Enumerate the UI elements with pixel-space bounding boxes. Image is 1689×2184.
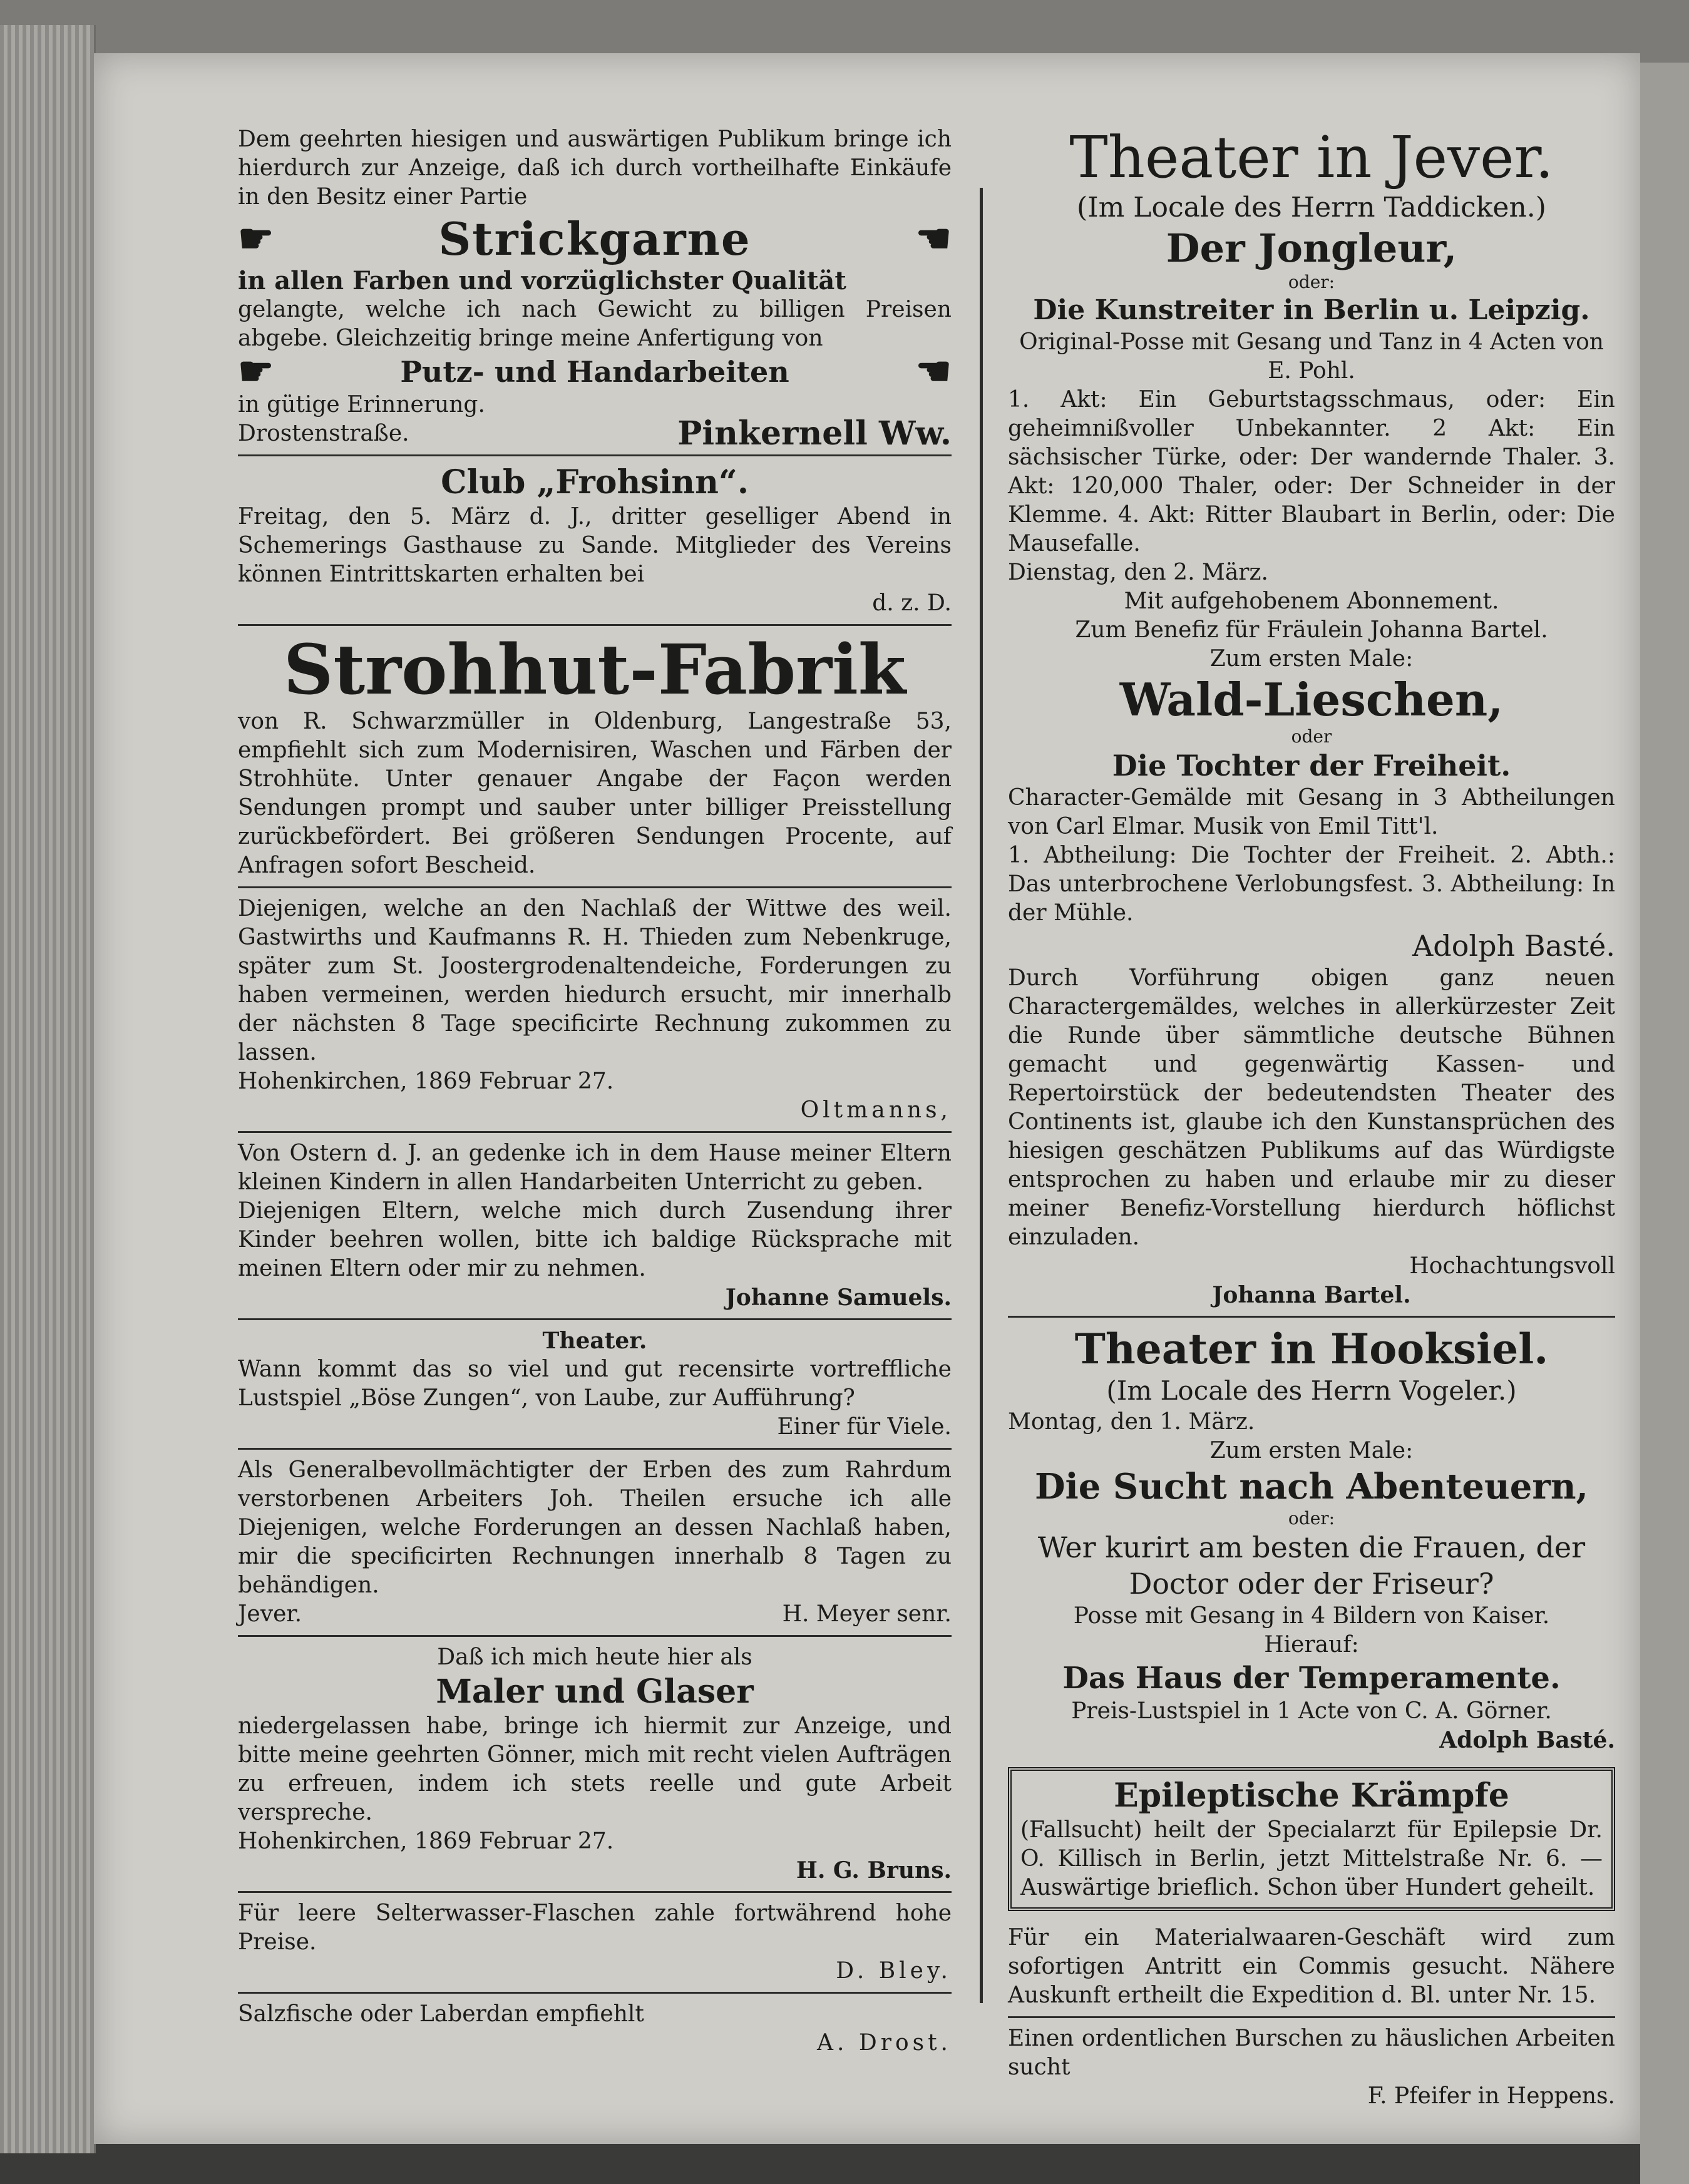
- strick-text: gelangte, welche ich nach Gewicht zu billigen Preisen abgebe. Gleichzeitig bringe meine Anfertigung von: [238, 297, 952, 351]
- divider: [238, 454, 952, 456]
- strick-title-row: [238, 212, 952, 267]
- jever-desc: Original-Posse mit Gesang und Tanz in 4 Acten von E. Pohl.: [1019, 329, 1604, 384]
- hooksiel-play3: Das Haus der Temperamente.: [1062, 1661, 1561, 1696]
- bley-sign: D. Bley.: [836, 1958, 952, 1984]
- pointing-hand-icon: ☚: [915, 348, 952, 395]
- stroh-text: von R. Schwarzmüller in Oldenburg, Langestraße 53, empfiehlt sich zum Modernisiren, Waschen und Färben der Strohhüte. Unter genauer Angabe der Façon werden Sendungen prompt und sauber unter billiger Preisstellung zurückbefördert. Bei größeren Sendungen Procente, auf Anfragen sofort Bescheid.: [238, 709, 952, 878]
- club-title: Club „Frohsinn“.: [441, 463, 749, 501]
- samuels-sign: Johanne Samuels.: [725, 1284, 952, 1311]
- jever-play4: Die Tochter der Freiheit.: [1112, 749, 1511, 782]
- hooksiel-first: Zum ersten Male:: [1209, 1438, 1414, 1464]
- jever-regards: Hochachtungsvoll: [1409, 1253, 1615, 1279]
- ad-commis: [1008, 1924, 1615, 2010]
- epilepsie-text: (Fallsucht) heilt der Specialarzt für Epilepsie Dr. O. Killisch in Berlin, jetzt Mittelstraße Nr. 6. — Auswärtige brieflich. Schon über Hundert geheilt.: [1020, 1817, 1603, 1900]
- bruns-sign: H. G. Bruns.: [796, 1857, 952, 1884]
- jever-benefiz: Zum Benefiz für Fräulein Johanna Bartel.: [1075, 617, 1548, 643]
- ad-theater-hooksiel: [1008, 1324, 1615, 1755]
- theater-title: Theater.: [542, 1328, 647, 1354]
- jever-sign: Johanna Bartel.: [1212, 1282, 1411, 1308]
- pointing-hand-icon: ☛: [238, 348, 274, 395]
- bruns-date: Hohenkirchen, 1869 Februar 27.: [238, 1828, 614, 1854]
- theater-text: Wann kommt das so viel und gut recensirte vortreffliche Lustspiel „Böse Zungen“, von Laube, zur Aufführung?: [238, 1356, 952, 1411]
- commis-text: Für ein Materialwaaren-Geschäft wird zum sofortigen Antritt ein Commis gesucht. Nähere Auskunft ertheilt die Expedition d. Bl. unter Nr. 15.: [1008, 1925, 1615, 2008]
- hooksiel-play: Die Sucht nach Abenteuern,: [1034, 1466, 1589, 1507]
- ad-nachlass: [238, 895, 952, 1125]
- nachlass-sign: Oltmanns,: [800, 1097, 952, 1123]
- jever-acts: 1. Akt: Ein Geburtstagsschmaus, oder: Ein geheimnißvoller Unbekannter. 2 Akt: Ein sächsischer Türke, oder: Der wandernde Thaler. 3. Akt: 120,000 Thaler, oder: Der Schneider in der Klemme. 4. Akt: Ritter Blaubart in Berlin, oder: Die Mausefalle.: [1008, 387, 1615, 556]
- samuels-text2: Diejenigen Eltern, welche mich durch Zusendung ihrer Kinder beehren wollen, bitte ich baldige Rücksprache mit meinen Eltern oder mir zu nehmen.: [238, 1198, 952, 1281]
- pointing-hand-icon: ☛: [238, 215, 274, 262]
- divider: [238, 1318, 952, 1320]
- ad-club: [238, 463, 952, 618]
- left-column: [238, 125, 952, 2058]
- jever-play3: Wald-Lieschen,: [1119, 673, 1504, 726]
- club-text: Freitag, den 5. März d. J., dritter geselliger Abend in Schemerings Gasthause zu Sande. Mitglieder des Vereins können Eintrittskarten erhalten bei: [238, 504, 952, 587]
- jever-first: Zum ersten Male:: [1209, 646, 1414, 672]
- hooksiel-desc2: Preis-Lustspiel in 1 Acte von C. A. Görner.: [1071, 1698, 1552, 1724]
- hooksiel-title: Theater in Hooksiel.: [1074, 1325, 1549, 1373]
- strick-title2: Putz- und Handarbeiten: [400, 355, 789, 389]
- nachlass-date: Hohenkirchen, 1869 Februar 27.: [238, 1069, 614, 1094]
- ad-epilepsie: [1008, 1767, 1615, 1911]
- divider: [238, 886, 952, 888]
- jever-acts2: 1. Abtheilung: Die Tochter der Freiheit. 2. Abth.: Das unterbrochene Verlobungsfest. 3. Abtheilung: In der Mühle.: [1008, 843, 1615, 926]
- pfeifer-text: Einen ordentlichen Burschen zu häuslichen Arbeiten sucht: [1008, 2026, 1615, 2080]
- book-page-edges: [0, 25, 96, 2153]
- meyer-sign: H. Meyer senr.: [782, 1601, 952, 1627]
- ad-strickgarne: [238, 125, 952, 453]
- pfeifer-sign: F. Pfeifer in Heppens.: [1367, 2083, 1615, 2109]
- divider: [1008, 1316, 1615, 1318]
- bley-text: Für leere Selterwasser-Flaschen zahle fortwährend hohe Preise.: [238, 1900, 952, 1955]
- jever-date: Dienstag, den 2. März.: [1008, 560, 1268, 585]
- divider: [238, 624, 952, 626]
- strick-end: in gütige Erinnerung.: [238, 392, 485, 418]
- strick-intro: Dem geehrten hiesigen und auswärtigen Publikum bringe ich hierdurch zur Anzeige, daß ich durch vortheilhafte Einkäufe in den Besitz einer Partie: [238, 126, 952, 210]
- column-divider: [980, 188, 983, 2003]
- ad-theater-jever: [1008, 125, 1615, 1310]
- meyer-place: Jever.: [238, 1601, 302, 1627]
- jever-desc2: Character-Gemälde mit Gesang in 3 Abtheilungen von Carl Elmar. Musik von Emil Titt'l.: [1008, 785, 1615, 839]
- jever-oder2: oder: [1291, 726, 1332, 747]
- next-page-edge: [1640, 63, 1689, 2184]
- hooksiel-sign: Adolph Basté.: [1439, 1727, 1615, 1753]
- right-column: [1008, 125, 1615, 2111]
- nachlass-text: Diejenigen, welche an den Nachlaß der Wittwe des weil. Gastwirths und Kaufmanns R. H. Thieden zum Nebenkruge, später zum St. Joostergrodenaltendeiche, Forderungen zu haben vermeinen, werden hiedurch ersucht, mir innerhalb der nächsten 8 Tage specificirte Rechnung zukommen zu lassen.: [238, 896, 952, 1065]
- meyer-text: Als Generalbevollmächtigter der Erben des zum Rahrdum verstorbenen Arbeiters Joh. Theilen ersuche ich alle Diejenigen, welche Forderungen an dessen Nachlaß haben, mir die specificirten Rechnungen innerhalb 8 Tagen zu behändigen.: [238, 1457, 952, 1598]
- ad-samuels: [238, 1139, 952, 1312]
- ad-drost: [238, 2000, 952, 2058]
- jever-oder: oder:: [1288, 272, 1335, 292]
- meyer-sign-row: [238, 1600, 952, 1629]
- divider: [238, 1131, 952, 1133]
- hooksiel-date: Montag, den 1. März.: [1008, 1409, 1255, 1435]
- stroh-title: Strohhut-Fabrik: [283, 629, 906, 710]
- ad-theater-question: [238, 1326, 952, 1442]
- ad-bruns: [238, 1643, 952, 1885]
- ad-bley: [238, 1899, 952, 1986]
- drost-sign: A. Drost.: [816, 2030, 952, 2056]
- ad-meyer: [238, 1456, 952, 1629]
- theater-sign: Einer für Viele.: [777, 1414, 952, 1440]
- hooksiel-then: Hierauf:: [1264, 1632, 1359, 1658]
- strick-sign-row: [238, 414, 952, 453]
- strick-street: Drostenstraße.: [238, 421, 409, 446]
- divider: [238, 1448, 952, 1450]
- hooksiel-play2: Wer kurirt am besten die Frauen, der Doctor oder der Friseur?: [1037, 1530, 1586, 1601]
- ad-strohhut: [238, 629, 952, 880]
- jever-text: Durch Vorführung obigen ganz neuen Charactergemäldes, welches in allerkürzester Zeit die Runde über sämmtliche deutsche Bühnen gemacht und gegenwärtig Kassen- und Repertoirstück der bedeutendsten Theater des Continents ist, glaube ich den Kunstansprüchen des hiesigen geschätzen Publikums auf das Würdigste entsprochen zu haben und erlaube mir zu dieser meiner Benefiz-Vorstellung hierdurch höflichst einzuladen.: [1008, 965, 1615, 1250]
- bruns-title: Maler und Glaser: [436, 1673, 754, 1711]
- divider: [1008, 2016, 1615, 2018]
- strick-title2-row: [238, 348, 952, 395]
- strick-sign: Pinkernell Ww.: [677, 414, 952, 453]
- divider: [238, 1992, 952, 1994]
- jever-title: Theater in Jever.: [1069, 124, 1554, 191]
- bruns-intro: Daß ich mich heute hier als: [437, 1644, 752, 1670]
- ad-pfeifer: [1008, 2024, 1615, 2111]
- jever-play: Der Jongleur,: [1166, 225, 1457, 271]
- hooksiel-desc: Posse mit Gesang in 4 Bildern von Kaiser.: [1073, 1603, 1550, 1629]
- jever-sub: (Im Locale des Herrn Taddicken.): [1077, 192, 1546, 223]
- divider: [238, 1635, 952, 1637]
- club-sign: d. z. D.: [872, 590, 952, 616]
- hooksiel-oder: oder:: [1288, 1508, 1335, 1529]
- strick-sub: in allen Farben und vorzüglichster Qualität: [238, 266, 846, 295]
- divider: [238, 1891, 952, 1893]
- drost-text: Salzfische oder Laberdan empfiehlt: [238, 2001, 644, 2027]
- samuels-text1: Von Ostern d. J. an gedenke ich in dem Hause meiner Eltern kleinen Kindern in allen Handarbeiten Unterricht zu geben.: [238, 1141, 952, 1195]
- jever-play2: Die Kunstreiter in Berlin u. Leipzig.: [1033, 294, 1590, 326]
- pointing-hand-icon: ☚: [915, 215, 952, 262]
- hooksiel-sub: (Im Locale des Herrn Vogeler.): [1106, 1375, 1517, 1406]
- bruns-text: niedergelassen habe, bringe ich hiermit zur Anzeige, und bitte meine geehrten Gönner, mich mit recht vielen Aufträgen zu erfreuen, indem ich stets reelle und gute Arbeit verspreche.: [238, 1713, 952, 1825]
- jever-director: Adolph Basté.: [1412, 929, 1615, 963]
- jever-abo: Mit aufgehobenem Abonnement.: [1124, 588, 1499, 614]
- epilepsie-title: Epileptische Krämpfe: [1114, 1776, 1509, 1815]
- strick-title: Strickgarne: [438, 212, 751, 265]
